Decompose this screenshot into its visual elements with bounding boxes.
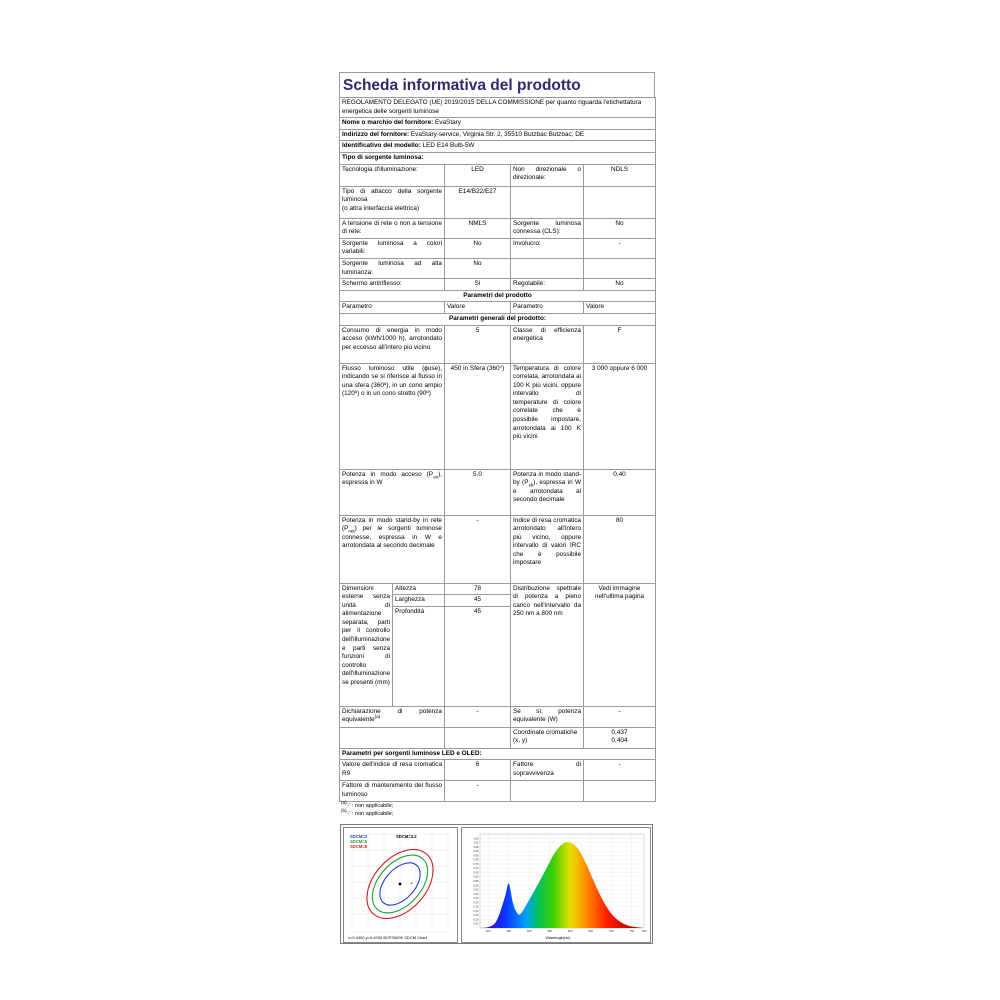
- col-value: Valore: [584, 302, 656, 314]
- empty-cell: [511, 186, 584, 218]
- legend-sdcm8: SDCM=8: [350, 844, 368, 849]
- spd-ytick-label: 0.25: [473, 905, 479, 909]
- spd-ytick-label: 1.00: [473, 841, 479, 845]
- dimensions-label: Dimensioni esterne senza unità di alimentazione separata, parti per il controllo dell'illuminazione e parti senza funzioni di controllo dell'illuminazione se presenti (mm): [340, 583, 393, 706]
- empty-cell: [584, 781, 656, 802]
- sdcm-readout: SDCM=3.2: [396, 834, 417, 839]
- spd-ytick-label: 1.05: [473, 837, 479, 841]
- energy-label: Consumo di energia in modo acceso (kWh/1000 h), arrotondato per eccesso all'intero più vicino: [340, 325, 445, 363]
- equivw-label: Se sì, potenza equivalente (W): [511, 706, 584, 727]
- sdcm-svg: [344, 828, 457, 942]
- info-table: [339, 97, 656, 802]
- width-value: 45: [445, 595, 511, 607]
- equiv-label: Dichiarazione di potenza equivalente$^{(a)}$: [340, 706, 445, 727]
- spd-xtick-label: 400: [485, 929, 491, 933]
- spd-ytick-label: 0.55: [473, 880, 479, 883]
- mains-value: NMLS: [445, 218, 511, 238]
- nondir-value: NDLS: [584, 164, 656, 186]
- spd-value: Vedi immagine nell'ultima pagina: [584, 583, 656, 706]
- spd-ytick-label: 0.65: [473, 871, 479, 875]
- spd-yticks: [473, 836, 479, 925]
- footnote-a: $^{(a)}$'-' : non applicabile;: [341, 800, 394, 810]
- maint-label: Fattore di mantenimento del flusso luminoso: [340, 781, 445, 802]
- spd-ytick-label: 0.30: [473, 901, 479, 905]
- cri-value: 80: [584, 515, 656, 583]
- col-value: Valore: [445, 302, 511, 314]
- cls-value: No: [584, 218, 656, 238]
- equivw-value: -: [584, 706, 656, 727]
- empty-cell: [445, 727, 511, 748]
- highlum-label: Sorgente luminosa ad alta luminanza:: [340, 258, 445, 278]
- spd-ytick-label: 0.90: [473, 850, 479, 854]
- psb-label: Potenza in modo stand-by $(P_{sb})$, espressa in W e arrotondata al secondo decimale: [511, 469, 584, 515]
- spd-ytick-label: 0.50: [473, 884, 479, 888]
- sdcm-chart: [343, 827, 458, 943]
- spd-xtick-label: 780: [641, 929, 647, 933]
- pon-value: 5,0: [445, 469, 511, 515]
- psb-value: 0,40: [584, 469, 656, 515]
- envelope-value: -: [584, 238, 656, 258]
- center-point: [399, 883, 402, 886]
- footnote-b: $^{(b)}$'-' : non applicabile;: [341, 808, 394, 818]
- spd-label: Distribuzione spettrale di potenza a pieno carico nell'intervallo da 250 nm a 800 nm: [511, 583, 584, 706]
- product-information-sheet: [339, 72, 655, 818]
- cap-value: E14/B22/E27: [445, 186, 511, 218]
- spd-ytick-label: 0.75: [473, 862, 479, 866]
- width-label: Larghezza: [393, 595, 445, 607]
- tech-value: LED: [445, 164, 511, 186]
- spd-xtick-label: 750: [629, 929, 635, 933]
- energy-value: 5: [445, 325, 511, 363]
- depth-value: 45: [445, 606, 511, 706]
- spd-ytick-label: 0.80: [473, 858, 479, 862]
- equiv-value: -: [445, 706, 511, 727]
- spd-xtick-label: 700: [608, 929, 614, 933]
- charts-figure: [340, 824, 653, 944]
- spd-ytick-label: 0.70: [473, 867, 479, 871]
- page-title: Scheda informativa del prodotto: [339, 72, 655, 97]
- antiglare-value: Sì: [445, 279, 511, 291]
- model-row: Identificativo del modello: LED E14 Bulb-5W: [340, 141, 656, 153]
- empty-cell: [511, 781, 584, 802]
- regulation-text: REGOLAMENTO DELEGATO (UE) 2019/2015 DELLA COMMISSIONE per quanto riguarda l'etichettatura energetica delle sorgenti luminose: [340, 98, 656, 118]
- tech-label: Tecnologia d'illuminazione:: [340, 164, 445, 186]
- r9-value: 6: [445, 760, 511, 781]
- spd-ytick-label: 0.45: [473, 888, 479, 892]
- cap-label: Tipo di attacco della sorgente luminosa (o altra interfaccia elettrica): [340, 186, 445, 218]
- depth-label: Profondità: [393, 606, 445, 706]
- dimmable-label: Regolabile:: [511, 279, 584, 291]
- spd-ytick-label: 0.95: [473, 845, 479, 849]
- survival-label: Fattore di sopravvivenza: [511, 760, 584, 781]
- chroma-value: 0,437 0,404: [584, 727, 656, 748]
- legend-sdcm3: SDCM=3: [350, 834, 368, 839]
- led-header: Parametri per sorgenti luminose LED e OLED:: [340, 748, 656, 760]
- source-type-label: Tipo di sorgente luminosa:: [340, 152, 656, 164]
- spd-chart: [461, 827, 651, 943]
- eclass-label: Classe di efficienza energetica: [511, 325, 584, 363]
- spd-svg: [462, 828, 650, 942]
- envelope-label: Involucro:: [511, 238, 584, 258]
- nondir-label: Non direzionale o direzionale:: [511, 164, 584, 186]
- empty-cell: [340, 727, 445, 748]
- survival-value: -: [584, 760, 656, 781]
- chroma-label: Coordinate cromatiche (x, y): [511, 727, 584, 748]
- spd-ytick-label: 0.10: [473, 918, 479, 922]
- spd-xticks: [486, 929, 647, 933]
- spd-xtick-label: 450: [506, 929, 512, 933]
- spd-ytick-label: 0.05: [473, 922, 479, 926]
- params-header: Parametri del prodotto: [340, 290, 656, 302]
- dimmable-value: No: [584, 279, 656, 291]
- spd-ytick-label: 0.85: [473, 854, 479, 858]
- spd-xlabel: Wavelength(nm): [545, 936, 571, 940]
- spd-xtick-label: 500: [526, 929, 532, 933]
- maint-value: -: [445, 781, 511, 802]
- spd-ytick-label: 0.15: [473, 914, 479, 918]
- eclass-value: F: [584, 325, 656, 363]
- r9-label: Valore dell'indice di resa cromatica R9: [340, 760, 445, 781]
- sdcm-footer: x=0.4400 y=0.4030 BCP3000K SDCM Chart: [348, 935, 427, 940]
- flux-value: 450 in Sfera (360°): [445, 363, 511, 469]
- highlum-value: No: [445, 258, 511, 278]
- empty-cell: [511, 258, 584, 278]
- spd-ytick-label: 0.20: [473, 909, 479, 913]
- color-label: Sorgente luminosa a colori variabili:: [340, 238, 445, 258]
- cls-label: Sorgente luminosa connessa (CLS):: [511, 218, 584, 238]
- pnet-label: Potenza in modo stand-by in rete $(P_{net})$ per le sorgenti luminose connesse, espressa in W e arrotondata al secondo decimale: [340, 515, 445, 583]
- height-value: 78: [445, 583, 511, 595]
- antiglare-label: Schermo antiriflesso:: [340, 279, 445, 291]
- col-param: Parametro: [511, 302, 584, 314]
- col-param: Parametro: [340, 302, 445, 314]
- empty-cell: [584, 258, 656, 278]
- spd-ytick-label: 0.35: [473, 897, 479, 901]
- flux-label: Flusso luminoso utile (ɸuse), indicando se si riferisce al flusso in una sfera (360º), in un cono ampio (120º) o in un cono stretto (90º): [340, 363, 445, 469]
- color-value: No: [445, 238, 511, 258]
- supplier-name-row: Nome o marchio del fornitore: EvaStary: [340, 118, 656, 130]
- mains-label: A tensione di rete o non a tensione di rete:: [340, 218, 445, 238]
- height-label: Altezza: [393, 583, 445, 595]
- cri-label: Indice di resa cromatica arrotondato all'intero più vicino, oppure intervallo di valori IRC che è possibile impostare: [511, 515, 584, 583]
- general-header: Parametri generali del prodotto:: [340, 313, 656, 325]
- spd-xtick-label: 600: [567, 929, 573, 933]
- measured-point: +: [410, 881, 413, 887]
- cct-value: 3 000 oppure 6 000: [584, 363, 656, 469]
- cct-label: Temperatura di colore correlata, arrotondata ai 100 K più vicini, oppure intervallo di temperature di colore correlate che è possibile impostare, arrotondata ai 100 K più vicini: [511, 363, 584, 469]
- spd-ytick-label: 0.60: [473, 875, 479, 879]
- spd-xtick-label: 550: [547, 929, 553, 933]
- pon-label: Potenza in modo acceso $(P_{on})$, espressa in W: [340, 469, 445, 515]
- legend-sdcm5: SDCM=5: [350, 839, 368, 844]
- spd-xtick-label: 650: [588, 929, 594, 933]
- empty-cell: [584, 186, 656, 218]
- pnet-value: -: [445, 515, 511, 583]
- spd-ytick-label: 0.40: [473, 892, 479, 896]
- supplier-address-row: Indirizzo del fornitore: EvaStary-service, Virginia Str. 2, 35510 Butzbac Butzbac, DE: [340, 129, 656, 141]
